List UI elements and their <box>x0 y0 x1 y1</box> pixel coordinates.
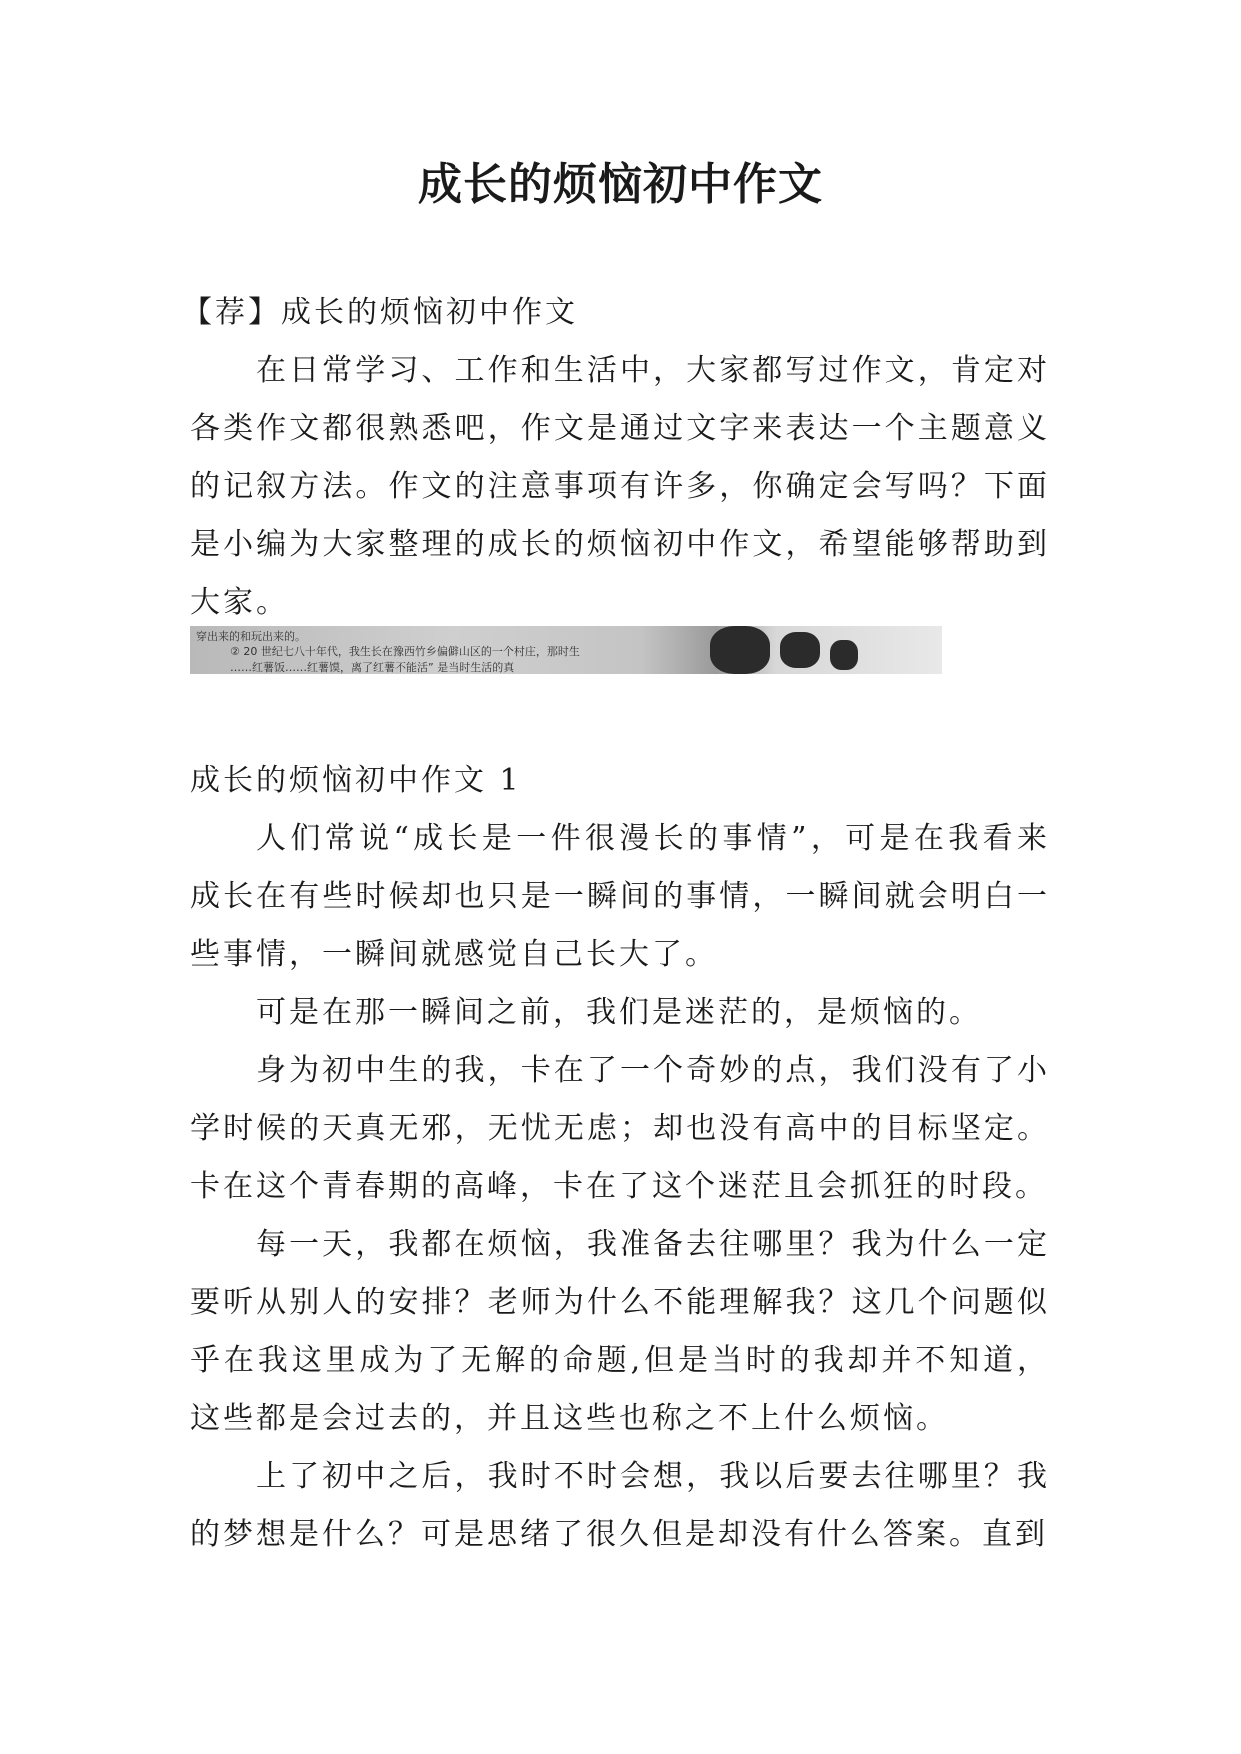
essay-paragraph: 每一天，我都在烦恼，我准备去往哪里？我为什么一定要听从别人的安排？老师为什么不能理解我？这几个问题似乎在我这里成为了无解的命题,但是当时的我却并不知道，这些都是会过去的，并且这些也称之不上什么烦恼。 <box>190 1227 1050 1436</box>
document-title: 成长的烦恼初中作文 <box>418 159 823 210</box>
illustration-image <box>190 626 942 674</box>
essay-paragraph: 身为初中生的我，卡在了一个奇妙的点，我们没有了小学时候的天真无邪，无忧无虑；却也没有高中的目标坚定。卡在这个青春期的高峰，卡在了这个迷茫且会抓狂的时段。 <box>190 1053 1050 1204</box>
essay-paragraph: 上了初中之后，我时不时会想，我以后要去往哪里？我的梦想是什么？可是思绪了很久但是却没有什么答案。直到 <box>190 1459 1050 1552</box>
image-text-line: ……红薯饭……红薯馍，离了红薯不能活” 是当时生活的真 <box>230 661 515 674</box>
image-text-line: 穿出来的和玩出来的。 <box>196 630 306 643</box>
ink-painting-detail <box>710 626 770 674</box>
ink-painting-detail <box>780 632 820 668</box>
intro-heading: 【荐】成长的烦恼初中作文 <box>182 295 578 330</box>
intro-paragraph: 在日常学习、工作和生活中，大家都写过作文，肯定对各类作文都很熟悉吧，作文是通过文字来表达一个主题意义的记叙方法。作文的注意事项有许多，你确定会写吗？下面是小编为大家整理的成长的烦恼初中作文，希望能够帮助到大家。 <box>190 353 1050 620</box>
essay-paragraph: 人们常说“成长是一件很漫长的事情”，可是在我看来成长在有些时候却也只是一瞬间的事情，一瞬间就会明白一些事情，一瞬间就感觉自己长大了。 <box>190 821 1050 972</box>
intro-section <box>182 284 1050 632</box>
ink-painting-detail <box>830 640 858 670</box>
essay-paragraph: 可是在那一瞬间之前，我们是迷茫的，是烦恼的。 <box>256 995 982 1030</box>
image-text-line: ② 20 世纪七八十年代，我生长在豫西竹乡偏僻山区的一个村庄，那时生 <box>230 645 580 658</box>
essay-1-section <box>190 752 1050 1564</box>
essay-1-heading: 成长的烦恼初中作文 1 <box>190 763 522 798</box>
